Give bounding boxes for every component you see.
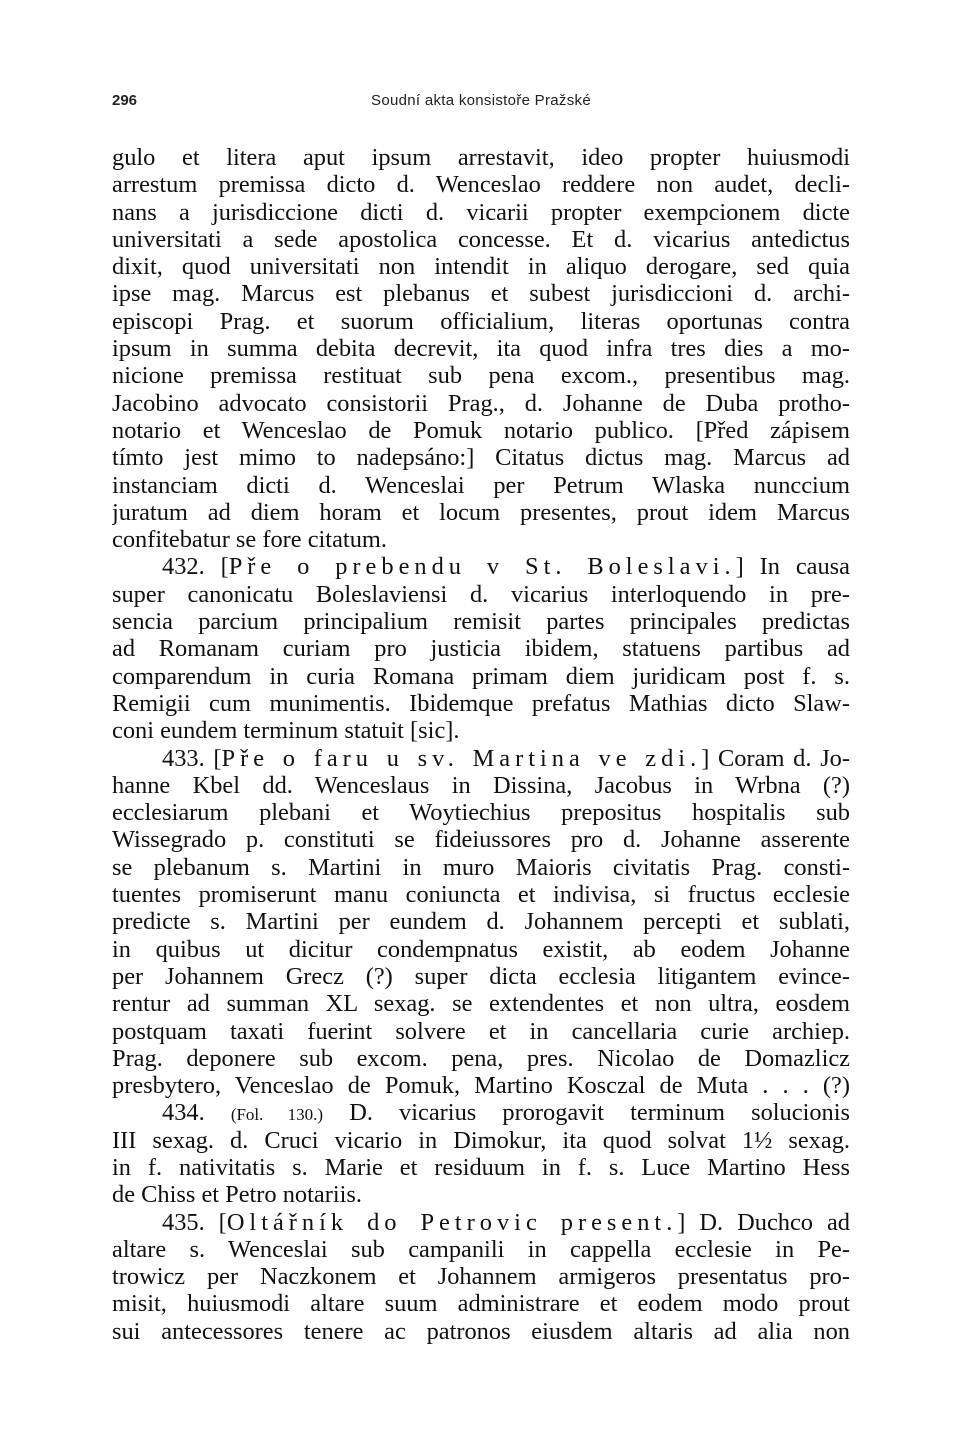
text-line: universitati a sede apostolica concesse. Et d. vicarius antedictus [112,225,850,253]
text-line: sui antecessores tenere ac patronos eiusdem altaris ad alia non [112,1317,850,1345]
entry-432-first-line [112,553,850,580]
entry-434-first-line [112,1099,850,1126]
entry-text: D. vicarius prorogavit terminum solucionis [323,1099,850,1127]
text-line: ecclesiarum plebani et Woytiechius prepositus hospitalis sub [112,799,850,827]
text-line: se plebanum s. Martini in muro Maioris civitatis Prag. consti- [112,853,850,881]
text-line: in f. nativitatis s. Marie et residuum in f. s. Luce Martino Hess [112,1153,850,1181]
text-line: arrestum premissa dicto d. Wenceslao reddere non audet, decli- [112,171,850,199]
text-line: comparendum in curia Romana primam diem juridicam post f. s. [112,662,850,690]
text-line: coni eundem terminum statuit [sic]. [112,717,460,745]
text-line: altare s. Wenceslai sub campanili in cappella ecclesie in Pe- [112,1235,850,1263]
entry-number: 432. [ [162,553,229,581]
text-line: tuentes promiserunt manu coniuncta et indivisa, si fructus ecclesie [112,881,850,909]
text-line: nicione premissa restituat sub pena excom., presentibus mag. [112,362,850,390]
entry-number: 434. [162,1099,231,1127]
text-line: in quibus ut dicitur condempnatus existit, ab eodem Johanne [112,935,850,963]
text-line: episcopi Prag. et suorum officialium, literas oportunas contra [112,307,850,335]
text-line: Prag. deponere sub excom. pena, pres. Nicolao de Domazlicz [112,1044,850,1072]
body-text [112,144,850,1345]
text-line: ad Romanam curiam pro justicia ibidem, statuens partibus ad [112,635,850,663]
entry-heading: Oltářník do Petrovic present. [226,1208,678,1236]
text-line: Remigii cum munimentis. Ibidemque prefatus Mathias dicto Slaw- [112,689,850,717]
entry-heading-close: ] In causa [735,553,850,581]
entry-number: 433. [ [162,744,222,772]
text-line: hanne Kbel dd. Wenceslaus in Dissina, Jacobus in Wrbna (?) [112,771,850,799]
folio-reference: (Fol. 130.) [230,1105,324,1125]
text-line: ipse mag. Marcus est plebanus et subest jurisdiccioni d. archi- [112,280,850,308]
text-line: ipsum in summa debita decrevit, ita quod infra tres dies a mo- [112,335,850,363]
text-line: misit, huiusmodi altare suum administrare et eodem modo prout [112,1290,850,1318]
text-line: de Chiss et Petro notariis. [112,1181,362,1209]
entry-435-first-line [112,1209,850,1236]
text-line: trowicz per Naczkonem et Johannem armigeros presentatus pro- [112,1263,850,1291]
text-line: dixit, quod universitati non intendit in aliquo derogare, sed quia [112,253,850,281]
text-line: gulo et litera aput ipsum arrestavit, ideo propter huiusmodi [112,144,850,171]
entry-number: 435. [ [162,1208,227,1236]
text-line: postquam taxati fuerint solvere et in cancellaria curie archiep. [112,1017,850,1045]
text-line: Jacobino advocato consistorii Prag., d. Johanne de Duba protho- [112,389,850,417]
text-line: tímto jest mimo to nadepsáno:] Citatus dictus mag. Marcus ad [112,444,850,472]
text-line: super canonicatu Boleslaviensi d. vicarius interloquendo in pre- [112,580,850,608]
text-line: III sexag. d. Cruci vicario in Dimokur, ita quod solvat 1½ sexag. [112,1126,850,1154]
page-number: 296 [112,92,138,109]
entry-heading: Pře o prebendu v St. Boleslavi. [228,553,736,581]
text-line: notario et Wenceslao de Pomuk notario publico. [Před zápisem [112,416,850,444]
text-line: per Johannem Grecz (?) super dicta ecclesia litigantem evince- [112,962,850,990]
book-page [112,0,850,1440]
text-line: Wissegrado p. constituti se fideiussores pro d. Johanne asserente [112,826,850,854]
text-line: presbytero, Venceslao de Pomuk, Martino Kosczal de Muta . . . (?) [112,1072,850,1100]
text-line: sencia parcium principalium remisit partes principales predictas [112,608,850,636]
text-line: confitebatur se fore citatum. [112,526,387,554]
text-line: predicte s. Martini per eundem d. Johannem percepti et sublati, [112,908,850,936]
entry-heading-close: ] Coram d. Jo- [701,744,850,772]
text-line: juratum ad diem horam et locum presentes, prout idem Marcus [112,498,850,526]
text-line: nans a jurisdiccione dicti d. vicarii propter exempcionem dicte [112,198,850,226]
running-title: Soudní akta konsistoře Pražské [371,92,591,109]
entry-heading-close: ] D. Duchco ad [677,1208,850,1236]
entry-433-first-line [112,745,850,772]
text-line: rentur ad summan XL sexag. se extendentes et non ultra, eosdem [112,990,850,1018]
text-line: instanciam dicti d. Wenceslai per Petrum Wlaska nunccium [112,471,850,499]
entry-heading: Pře o faru u sv. Martina ve zdi. [221,744,702,772]
running-head [112,92,850,114]
